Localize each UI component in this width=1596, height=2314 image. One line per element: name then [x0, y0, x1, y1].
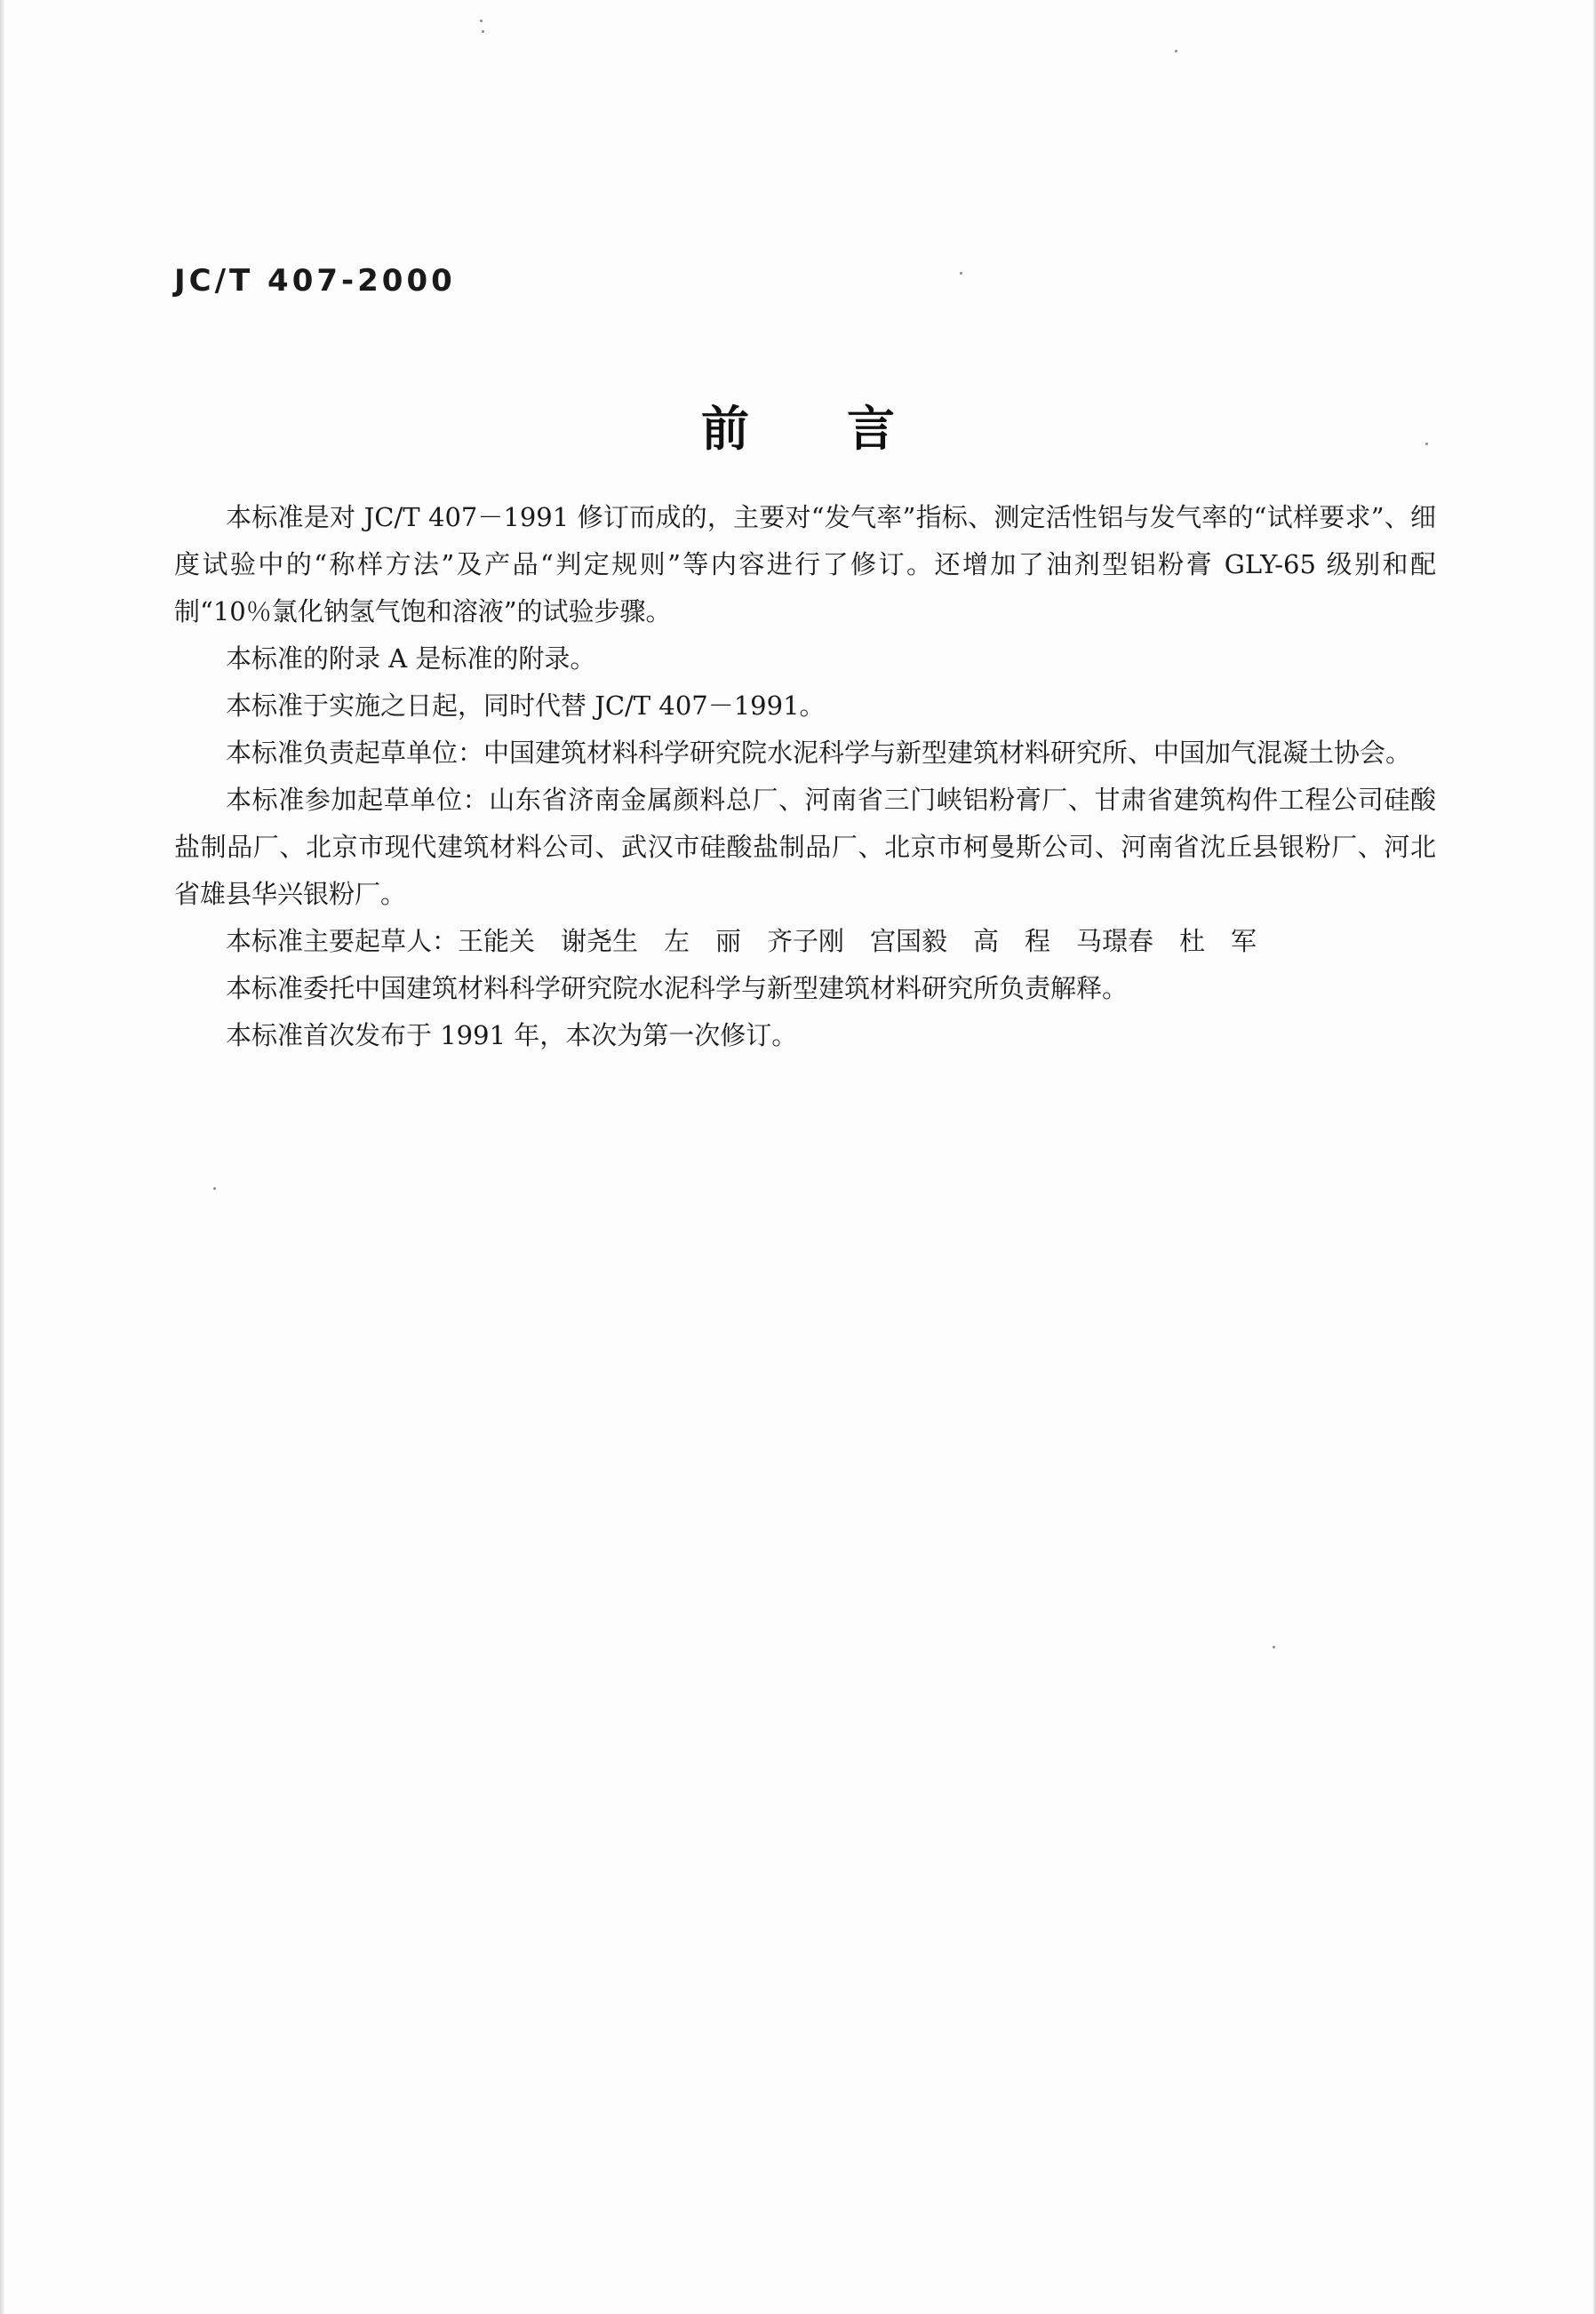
scan-edge-left	[0, 0, 5, 2314]
scan-speck	[213, 1187, 216, 1190]
paragraph-revision-summary: 本标准是对 JC/T 407－1991 修订而成的，主要对“发气率”指标、测定活性铝与发气率的“试样要求”、细度试验中的“称样方法”及产品“判定规则”等内容进行了修订。还增加了油剂型铝粉膏 GLY-65 级别和配制“10％氯化钠氢气饱和溶液”的试验步骤。	[174, 502, 1436, 626]
scan-edge-right	[1592, 0, 1596, 2314]
scan-speck	[1273, 1646, 1275, 1648]
paragraph-participating-drafters: 本标准参加起草单位：山东省济南金属颜料总厂、河南省三门峡铝粉膏厂、甘肃省建筑构件工程公司硅酸盐制品厂、北京市现代建筑材料公司、武汉市硅酸盐制品厂、北京市柯曼斯公司、河南省沈丘县银粉厂、河北省雄县华兴银粉厂。	[174, 785, 1436, 909]
page-title: 前言	[701, 401, 993, 457]
scan-speck	[960, 272, 962, 275]
document-code: JC/T 407-2000	[174, 263, 456, 299]
paragraph-interpretation: 本标准委托中国建筑材料科学研究院水泥科学与新型建筑材料研究所负责解释。	[226, 973, 1129, 1003]
paragraph-main-drafters: 本标准主要起草人：王能关 谢尧生 左 丽 齐子刚 宫国毅 高 程 马璟春 杜 军	[226, 926, 1257, 956]
paragraph-appendix: 本标准的附录 A 是标准的附录。	[226, 643, 596, 674]
paragraph-replaces: 本标准于实施之日起，同时代替 JC/T 407－1991。	[226, 690, 826, 721]
scan-speck	[480, 20, 483, 22]
paragraph-lead-drafter: 本标准负责起草单位：中国建筑材料科学研究院水泥科学与新型建筑材料研究所、中国加气混凝土协会。	[226, 738, 1412, 768]
paragraph-first-issue: 本标准首次发布于 1991 年，本次为第一次修订。	[226, 1020, 798, 1050]
foreword-body	[174, 494, 1436, 1059]
scan-speck	[1175, 50, 1177, 52]
scan-speck	[482, 30, 484, 33]
